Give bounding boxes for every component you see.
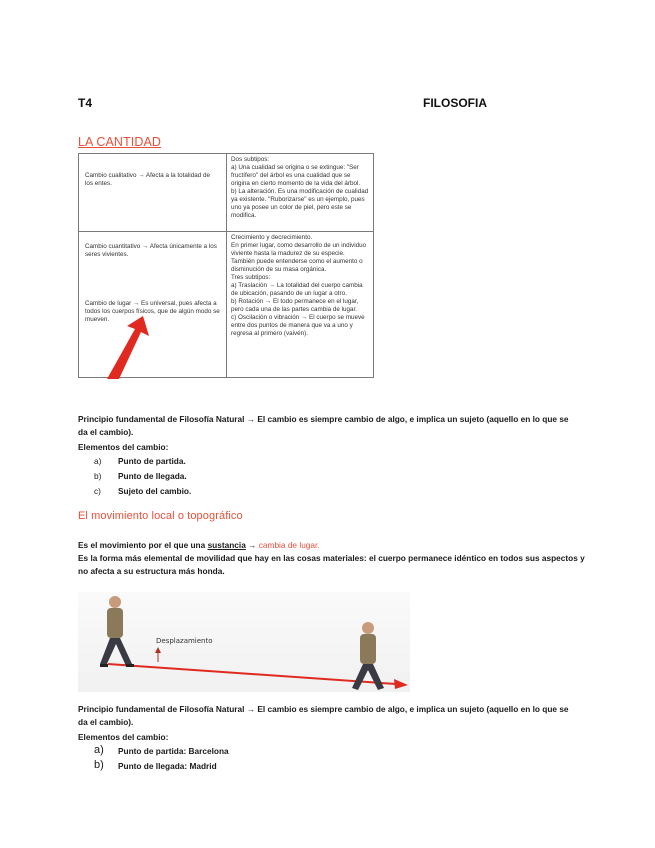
walking-man-icon: [352, 622, 384, 690]
list-item: b) Punto de llegada: Madrid: [94, 759, 217, 771]
list-item: a) Punto de partida: Barcelona: [94, 744, 229, 756]
elements-title-2: Elementos del cambio:: [78, 732, 169, 742]
table-cell-quantitative: Cambio cuantitativo → Afecta únicamente a los seres vivientes.: [85, 243, 217, 258]
definition-line: Es el movimiento por el que una sustancia → cambia de lugar.: [78, 540, 320, 550]
displacement-label: Desplazamiento: [156, 637, 213, 645]
table-cell-qualitative: Cambio cualitativo → Afecta a la totalidad de los entes.: [85, 172, 210, 187]
displacement-diagram: [78, 592, 410, 692]
section-title-movimiento: El movimiento local o topográfico: [78, 510, 243, 522]
elements-title-1: Elementos del cambio:: [78, 442, 169, 452]
list-item: b) Punto de llegada.: [94, 471, 187, 481]
principle-paragraph-2: Principio fundamental de Filosofía Natural → El cambio es siempre cambio de algo, e implica un sujeto (aquello en lo que se da el cambio).: [78, 704, 569, 727]
change-types-table: [78, 153, 374, 378]
list-item: c) Sujeto del cambio.: [94, 486, 192, 496]
table-cell-qualitative-detail: Dos subtipos: a) Una cualidad se origina o se extingue: "Ser fructífero" del árbol es una cualidad que se origina en cierto momento de la vida del árbol. b) La alteración. Es una modificación de cualidad ya existente. "Ruborizarse" es un ejemplo, pues uno ya posee un color de piel, pero este se modifica.: [231, 156, 369, 219]
list-item: a) Punto de partida.: [94, 456, 186, 466]
displacement-illustration: [78, 592, 410, 692]
walking-man-icon: [100, 596, 134, 667]
definition-paragraph: Es la forma más elemental de movilidad que hay en las cosas materiales: el cuerpo permanece idéntico en todos sus aspectos y no afecta a su estructura más honda.: [78, 553, 585, 576]
red-arrow-icon: [79, 154, 375, 379]
table-cell-place-change: Cambio de lugar → Es universal, pues afecta a todos los cuerpos físicos, que de algún modo se mueven.: [85, 300, 220, 323]
header-subject: FILOSOFIA: [423, 96, 487, 110]
section-title-cantidad: LA CANTIDAD: [78, 135, 162, 149]
header-code: T4: [78, 96, 93, 110]
principle-paragraph-1: Principio fundamental de Filosofía Natural → El cambio es siempre cambio de algo, e implica un sujeto (aquello en lo que se da el cambio).: [78, 414, 569, 437]
table-cell-quantitative-detail: Crecimiento y decrecimiento. En primer lugar, como desarrollo de un individuo viviente hasta la madurez de su especie. También puede entenderse como el aumento o disminución de su masa orgánica. Tres subtipos: a) Traslación → La totalidad del cuerpo cambia de ubicación, pasando de un lugar a otro. b) Rotación → El todo permanece en el lugar, pero cada una de las partes cambia de lugar. c) Oscilación o vibración → El cuerpo se mueve entre dos puntos de manera que va a uno y regresa al primero (vaivén).: [231, 234, 367, 337]
